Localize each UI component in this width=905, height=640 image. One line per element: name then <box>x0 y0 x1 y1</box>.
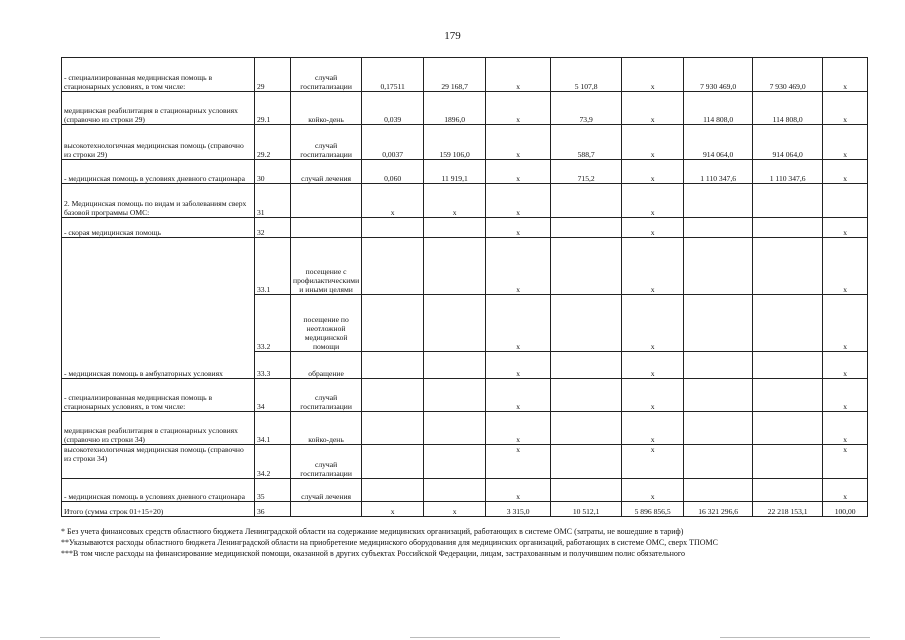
cell-c2 <box>424 379 486 412</box>
row-name: Итого (сумма строк 01+15+20) <box>62 502 255 517</box>
table-row <box>62 218 868 238</box>
cell-c1: x <box>362 184 424 218</box>
cell-c2 <box>424 352 486 379</box>
cell-c4 <box>551 295 622 352</box>
cell-c1 <box>362 352 424 379</box>
cell-c3: x <box>486 238 551 295</box>
row-unit: посещение по неотложной медицинской помощи <box>291 295 362 352</box>
cell-c6 <box>684 184 753 218</box>
cell-c6 <box>684 412 753 445</box>
row-unit: случай лечения <box>291 479 362 502</box>
cell-c3: x <box>486 125 551 160</box>
cell-c7 <box>753 445 823 479</box>
row-unit <box>291 184 362 218</box>
cell-c3: x <box>486 479 551 502</box>
cell-c8: x <box>823 479 868 502</box>
cell-c8: x <box>823 160 868 184</box>
row-code: 34.1 <box>255 412 291 445</box>
cell-c1 <box>362 238 424 295</box>
cell-c8: x <box>823 125 868 160</box>
cell-c2 <box>424 479 486 502</box>
cell-c5: x <box>622 352 684 379</box>
row-unit: обращение <box>291 352 362 379</box>
cell-c3: x <box>486 412 551 445</box>
financing-table <box>61 57 868 517</box>
cell-c2: 11 919,1 <box>424 160 486 184</box>
cell-c3: x <box>486 160 551 184</box>
cell-c5: x <box>622 92 684 125</box>
cell-c1 <box>362 218 424 238</box>
cell-c3: x <box>486 379 551 412</box>
cell-c3: x <box>486 352 551 379</box>
cell-c8: x <box>823 238 868 295</box>
cell-c1: x <box>362 502 424 517</box>
cell-c4 <box>551 379 622 412</box>
row-unit: случай госпитализации <box>291 125 362 160</box>
row-code: 32 <box>255 218 291 238</box>
cell-c1: 0,17511 <box>362 58 424 92</box>
cell-c8 <box>823 184 868 218</box>
cell-c3: x <box>486 184 551 218</box>
cell-c3: x <box>486 445 551 479</box>
row-code: 29.2 <box>255 125 291 160</box>
row-name: 2. Медицинская помощь по видам и заболеваниям сверх базовой программы ОМС: <box>62 184 255 218</box>
row-code: 33.1 <box>255 238 291 295</box>
cell-c2: 1896,0 <box>424 92 486 125</box>
cell-c5: x <box>622 58 684 92</box>
cell-c7 <box>753 238 823 295</box>
footnotes <box>61 526 861 559</box>
cell-c6 <box>684 479 753 502</box>
cell-c8: x <box>823 379 868 412</box>
cell-c6: 114 808,0 <box>684 92 753 125</box>
cell-c5: x <box>622 445 684 479</box>
cell-c3: x <box>486 218 551 238</box>
cell-c8: x <box>823 295 868 352</box>
cell-c6 <box>684 445 753 479</box>
cell-c5: x <box>622 125 684 160</box>
row-code: 34 <box>255 379 291 412</box>
table-row <box>62 160 868 184</box>
cell-c5: x <box>622 479 684 502</box>
cell-c8: x <box>823 92 868 125</box>
scan-edge-line <box>40 637 160 638</box>
cell-c6: 1 110 347,6 <box>684 160 753 184</box>
row-code: 34.2 <box>255 445 291 479</box>
row-code: 33.2 <box>255 295 291 352</box>
table-row-total <box>62 502 868 517</box>
row-unit <box>291 502 362 517</box>
cell-c5: x <box>622 295 684 352</box>
cell-c5: x <box>622 379 684 412</box>
row-code: 35 <box>255 479 291 502</box>
footnote: * Без учета финансовых средств областного бюджета Ленинградской области на содержание медицинских организаций, работающих в системе ОМС (затраты, не вошедшие в тариф) <box>61 527 684 536</box>
cell-c8: 100,00 <box>823 502 868 517</box>
table-row <box>62 58 868 92</box>
cell-c7 <box>753 479 823 502</box>
row-name: - специализированная медицинская помощь в стационарных условиях, в том числе: <box>62 379 255 412</box>
table-row <box>62 125 868 160</box>
cell-c7 <box>753 352 823 379</box>
cell-c7 <box>753 379 823 412</box>
cell-c5: x <box>622 218 684 238</box>
table-row <box>62 92 868 125</box>
cell-c3: x <box>486 58 551 92</box>
cell-c1: 0,0037 <box>362 125 424 160</box>
row-name: высокотехнологичная медицинская помощь (справочно из строки 34) <box>62 445 255 479</box>
cell-c4: 715,2 <box>551 160 622 184</box>
cell-c7 <box>753 295 823 352</box>
table-row <box>62 184 868 218</box>
table-row <box>62 238 868 295</box>
cell-c2 <box>424 218 486 238</box>
cell-c6: 914 064,0 <box>684 125 753 160</box>
cell-c6: 7 930 469,0 <box>684 58 753 92</box>
scan-edge-line <box>720 637 870 638</box>
cell-c5: x <box>622 238 684 295</box>
cell-c2: 29 168,7 <box>424 58 486 92</box>
table-row <box>62 379 868 412</box>
cell-c6 <box>684 295 753 352</box>
footnote: **Указываются расходы областного бюджета Ленинградской области на приобретение медицинского оборудования для медицинских организаций, работающих в системе ОМС, сверх ТПОМС <box>61 538 718 547</box>
cell-c1 <box>362 412 424 445</box>
cell-c1: 0,039 <box>362 92 424 125</box>
cell-c2: 159 106,0 <box>424 125 486 160</box>
table-row <box>62 479 868 502</box>
cell-c2 <box>424 238 486 295</box>
cell-c2 <box>424 295 486 352</box>
cell-c6 <box>684 352 753 379</box>
footnote: ***В том числе расходы на финансирование медицинской помощи, оказанной в других субъектах Российской Федерации, лицам, застрахованным и получившим полис обязательного <box>61 549 686 558</box>
cell-c5: 5 896 856,5 <box>622 502 684 517</box>
row-name: - медицинская помощь в условиях дневного стационара <box>62 160 255 184</box>
cell-c3: 3 315,0 <box>486 502 551 517</box>
cell-c4 <box>551 479 622 502</box>
row-code: 31 <box>255 184 291 218</box>
row-unit: койко-день <box>291 412 362 445</box>
cell-c4 <box>551 412 622 445</box>
row-unit: случай госпитализации <box>291 58 362 92</box>
cell-c4: 10 512,1 <box>551 502 622 517</box>
cell-c3: x <box>486 92 551 125</box>
cell-c5: x <box>622 184 684 218</box>
row-name: - медицинская помощь в амбулаторных условиях <box>62 238 255 379</box>
cell-c1 <box>362 445 424 479</box>
row-code: 30 <box>255 160 291 184</box>
cell-c7: 1 110 347,6 <box>753 160 823 184</box>
cell-c8: x <box>823 58 868 92</box>
cell-c3: x <box>486 295 551 352</box>
cell-c1: 0,060 <box>362 160 424 184</box>
cell-c1 <box>362 295 424 352</box>
cell-c5: x <box>622 160 684 184</box>
cell-c4 <box>551 445 622 479</box>
cell-c1 <box>362 479 424 502</box>
row-name: - медицинская помощь в условиях дневного стационара <box>62 479 255 502</box>
cell-c8: x <box>823 352 868 379</box>
cell-c2 <box>424 445 486 479</box>
cell-c7: 22 218 153,1 <box>753 502 823 517</box>
row-unit: койко-день <box>291 92 362 125</box>
row-name: медицинская реабилитация в стационарных условиях (справочно из строки 29) <box>62 92 255 125</box>
cell-c1 <box>362 379 424 412</box>
cell-c2: x <box>424 184 486 218</box>
cell-c5: x <box>622 412 684 445</box>
cell-c7 <box>753 412 823 445</box>
row-name: медицинская реабилитация в стационарных условиях (справочно из строки 34) <box>62 412 255 445</box>
row-name: высокотехнологичная медицинская помощь (справочно из строки 29) <box>62 125 255 160</box>
row-unit: случай лечения <box>291 160 362 184</box>
row-unit: посещение с профилактическими и иными целями <box>291 238 362 295</box>
row-code: 33.3 <box>255 352 291 379</box>
cell-c7 <box>753 218 823 238</box>
cell-c2 <box>424 412 486 445</box>
row-code: 29.1 <box>255 92 291 125</box>
row-name: - скорая медицинская помощь <box>62 218 255 238</box>
scan-edge-line <box>410 637 560 638</box>
page-number: 179 <box>444 30 461 42</box>
cell-c7: 114 808,0 <box>753 92 823 125</box>
cell-c2: x <box>424 502 486 517</box>
cell-c7 <box>753 184 823 218</box>
cell-c4 <box>551 238 622 295</box>
cell-c8: x <box>823 445 868 479</box>
cell-c6 <box>684 238 753 295</box>
cell-c7: 7 930 469,0 <box>753 58 823 92</box>
row-unit: случай госпитализации <box>291 379 362 412</box>
cell-c4 <box>551 184 622 218</box>
cell-c6 <box>684 379 753 412</box>
cell-c7: 914 064,0 <box>753 125 823 160</box>
row-unit <box>291 218 362 238</box>
cell-c4: 73,9 <box>551 92 622 125</box>
cell-c6: 16 321 296,6 <box>684 502 753 517</box>
cell-c4: 5 107,8 <box>551 58 622 92</box>
row-code: 36 <box>255 502 291 517</box>
cell-c8: x <box>823 412 868 445</box>
row-unit: случай госпитализации <box>291 445 362 479</box>
cell-c4 <box>551 218 622 238</box>
table-row <box>62 412 868 445</box>
cell-c4 <box>551 352 622 379</box>
table-row <box>62 445 868 479</box>
cell-c8: x <box>823 218 868 238</box>
cell-c4: 588,7 <box>551 125 622 160</box>
row-name: - специализированная медицинская помощь в стационарных условиях, в том числе: <box>62 58 255 92</box>
row-code: 29 <box>255 58 291 92</box>
cell-c6 <box>684 218 753 238</box>
